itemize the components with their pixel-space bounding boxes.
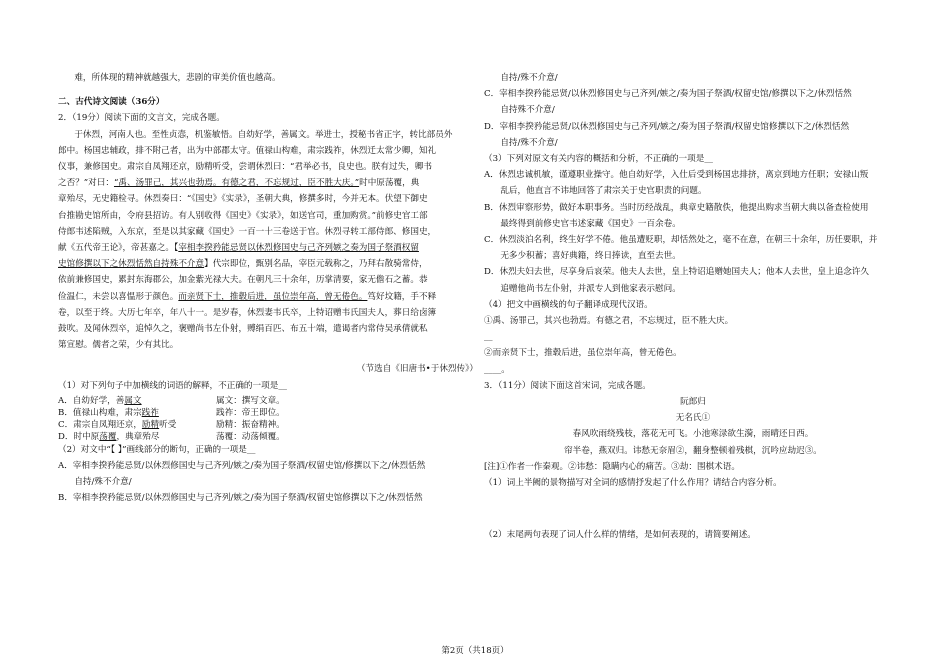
passage-line: 仪事，兼修国史。肃宗自凤翔还京，励精听受，尝谓休烈曰：“君举必书，良史也。朕有过失，卿书 <box>58 162 432 173</box>
passage-segment: 笃好坟籍，手不释 <box>367 291 437 302</box>
passage-line: 侍郎韦述陷贼，入东京，至是以其家藏《国史》一百一十三卷送于官。休烈寻转工部侍郎、修国史， <box>58 226 437 237</box>
passage-line: 鼓吹。及闻休烈卒，追悼久之，褒赠尚书左仆射，赙绢百匹、布五十端，遣谒者内常侍吴承倩就私 <box>58 324 428 335</box>
q2-1-option-b[interactable] <box>58 406 478 418</box>
passage-line: 郎中。杨国忠辅政，排不附己者，出为中部郡太守。值禄山构难，肃宗践祚，休烈迁太常少卿，知礼 <box>58 145 437 156</box>
option-text <box>58 406 216 418</box>
page-footer: 第2页（共18页） <box>441 646 509 656</box>
option-pre: B．值禄山构难，肃宗 <box>58 407 142 418</box>
option-explanation: 励精：振奋精神。 <box>216 419 285 430</box>
passage-line <box>58 256 478 272</box>
option-post: ，典章殆尽 <box>116 431 160 442</box>
q2-3-option-d[interactable]: D．休烈夫妇去世，尽享身后哀荣。他夫人去世，皇上特诏追赠她国夫人；他本人去世，皇上追念许久 <box>484 267 870 278</box>
q2-4-sentence-1: ①禹、汤罪己，其兴也勃焉。有德之君，不忘规过，臣不胜大庆。 <box>484 316 734 327</box>
passage-line <box>58 289 478 305</box>
answer-blank-1[interactable]: __ <box>484 332 493 343</box>
passage-segment: 俭温仁，未尝以喜愠形于颜色。 <box>58 291 179 302</box>
option-explanation: 荡覆：动荡倾覆。 <box>216 431 285 442</box>
option-explanation: 践祚：帝王即位。 <box>216 407 285 418</box>
q2-3-option-b[interactable]: B．休烈审察形势，做好本职事务。当时历经战乱，典章史籍散佚，他提出购求当朝大典以备查检使用 <box>484 202 869 213</box>
q2-1-stem: （1）对下列句子中加横线的词语的解释，不正确的一项是__ <box>58 380 287 391</box>
passage-line: 第宣慰。儒者之荣，少有其比。 <box>58 340 179 351</box>
passage-source: （节选自《旧唐书•于休烈传》） <box>356 364 478 375</box>
q3-1-stem: （1）词上半阙的景物描写对全词的感情抒发起了什么作用？请结合内容分析。 <box>484 478 782 489</box>
q2-2-option-b[interactable]: B．宰相李揆矜能忌贤/以休烈修国史与己齐列/嫉之/奏为国子祭酒/权留史馆修撰以下之/休烈恬然 <box>58 493 423 504</box>
option-pre: D．时中原 <box>58 431 100 442</box>
underlined-sentence-2: 而亲贤下士，推毂后进，虽位崇年高，曾无倦色。 <box>178 291 368 302</box>
option-text <box>58 394 216 406</box>
q2-3-option-a[interactable]: A．休烈忠诚机敏，谨遵职业操守。他自幼好学，入仕后受到杨国忠排挤，离京到地方任职；安禄山叛 <box>484 170 869 181</box>
intro-line: 难，所体现的精神就越强大，悲剧的审美价值也越高。 <box>74 73 281 83</box>
poem-note: [注]①作者一作秦观。②讳愁：隐瞒内心的痛苦。③劫：围棋术语。 <box>484 461 740 472</box>
q2-3-option-a-cont: 乱后，他直言不讳地回答了肃宗关于史官职责的问题。 <box>500 186 707 197</box>
poem-author: 无名氏① <box>675 413 711 424</box>
q2-3-option-c-cont: 无多少积蓄；喜好典籍，终日捧读，直至去世。 <box>500 251 681 262</box>
passage-segment: 】代宗即位，甄别名品，宰臣元载称之，乃拜右散骑常侍， <box>204 259 428 270</box>
option-underlined-word: 践祚 <box>141 407 159 418</box>
option-text <box>58 430 216 442</box>
q2-3-option-d-cont: 追赠他尚书左仆射，并派专人到他家表示慰问。 <box>500 283 681 294</box>
q3-2-stem: （2）末尾两句表现了词人什么样的情绪，是如何表现的，请简要阐述。 <box>484 530 756 541</box>
bracketed-sentence: 宰相李揆矜能忌贤以休烈修国史与己齐列嫉之奏为国子祭酒权留 <box>178 243 419 254</box>
q2-2-stem: （2）对文中“【 】”画线部分的断句，正确的一项是__ <box>58 444 256 455</box>
option-underlined-word: 属文 <box>124 395 142 406</box>
passage-line: 台推勘史馆所由，令府县招访。有人别收得《国史》《实录》，如送官司，重加购赏。”前修史官工部 <box>58 210 428 221</box>
passage-line: 章殆尽，无史籍检寻。休烈奏曰：“《国史》《实录》，圣朝大典，修撰多时，今并无本。伏望下御史 <box>58 194 428 205</box>
q3-title: 3．（11分）阅读下面这首宋词，完成各题。 <box>484 380 651 391</box>
option-pre: A．自幼好学，善 <box>58 395 125 406</box>
answer-blank-2[interactable]: ____。 <box>484 364 510 375</box>
section-title: 二、古代诗文阅读（36分） <box>58 97 165 108</box>
q2-1-option-a[interactable] <box>58 394 478 406</box>
passage-line: 依前兼修国史，累封东海郡公，加金紫光禄大夫。在朝凡三十余年，历掌清要，家无儋石之蓄。恭 <box>58 275 428 286</box>
poem-line-1: 春风吹雨绕残枝，落花无可飞。小池寒渌欲生漪，雨晴还日西。 <box>572 429 814 440</box>
option-text <box>58 418 216 430</box>
option-underlined-word: 荡覆 <box>99 431 117 442</box>
poem-line-2: 帘半卷，燕双归。讳愁无奈眉②，翻身整顿着残棋，沉吟应劫迟③。 <box>564 445 822 456</box>
right-column <box>484 70 902 543</box>
passage-line <box>58 175 478 191</box>
poem-title: 阮郎归 <box>680 397 706 408</box>
option-pre: C．肃宗自凤翔还京， <box>58 419 142 430</box>
option-explanation: 属文：撰写文章。 <box>216 395 285 406</box>
passage-segment: 之否？”对曰： <box>58 178 114 189</box>
bracketed-sentence-cont: 史馆修撰以下之休烈恬然自持殊不介意 <box>58 259 205 270</box>
option-post: 听受 <box>159 419 177 430</box>
passage-line: 于休烈，河南人也。至性贞悫，机鉴敏悟。自幼好学，善属文。举进士，授秘书省正字，转比部员外 <box>74 129 453 140</box>
q2-2-option-c[interactable]: C．宰相李揆矜能忌贤/以休烈修国史与己齐列/嫉之/奏为国子祭酒/权留史馆/修撰以下之/休烈恬然 <box>484 89 852 100</box>
q2-2-option-a[interactable]: A．宰相李揆矜能忌贤/以休烈修国史与己齐列/嫉之/奏为国子祭酒/权留史馆/修撰以下之/休烈恬然 <box>58 461 426 472</box>
q2-2-option-a-cont: 自持/殊不介意/ <box>74 477 132 488</box>
q2-2-option-d-cont: 自持/殊不介意/ <box>500 137 558 148</box>
passage-segment: 献《五代帝王论》，帝甚嘉之。【 <box>58 243 179 254</box>
passage-line: 卷，以至于终。大历七年卒，年八十一。是岁春，休烈妻韦氏卒，上特诏赠韦氏国夫人，葬日给卤簿 <box>58 307 437 318</box>
q2-4-stem: （4）把文中画横线的句子翻译成现代汉语。 <box>484 299 653 310</box>
q2-1-option-c[interactable] <box>58 418 478 430</box>
underlined-sentence-1: “禹、汤罪己，其兴也勃焉。有德之君，不忘规过，臣不胜大庆。” <box>113 178 360 189</box>
q2-1-option-d[interactable] <box>58 430 478 442</box>
q2-title: 2．（19分）阅读下面的文言文，完成各题。 <box>58 113 225 124</box>
q2-3-stem: （3）下列对原文有关内容的概括和分析，不正确的一项是__ <box>484 154 713 165</box>
option-underlined-word: 励精 <box>141 419 160 430</box>
q2-2-option-b-cont: 自持/殊不介意/ <box>500 73 558 83</box>
q2-4-sentence-2: ②而亲贤下士，推毂后进，虽位崇年高，曾无倦色。 <box>484 348 682 359</box>
passage-line <box>58 240 478 256</box>
answer-area-1[interactable] <box>484 491 902 527</box>
q2-2-option-d[interactable]: D．宰相李揆矜能忌贤/以休烈修国史与己齐列/嫉之/奏为国子祭酒/权留史馆修撰以下之/休烈恬然 <box>484 121 850 132</box>
q2-3-option-c[interactable]: C．休烈淡泊名利，终生好学不倦。他虽遭贬职，却恬然处之，毫不在意，在朝三十余年，历任要职，并 <box>484 235 878 246</box>
classical-passage <box>58 127 478 354</box>
q2-2-option-c-cont: 自持殊不介意/ <box>500 105 555 116</box>
q2-3-option-b-cont: 最终得到前修史官韦述家藏《国史》一百余卷。 <box>500 218 681 229</box>
left-column <box>58 70 478 507</box>
passage-segment: 时中原荡覆，典 <box>359 178 420 189</box>
